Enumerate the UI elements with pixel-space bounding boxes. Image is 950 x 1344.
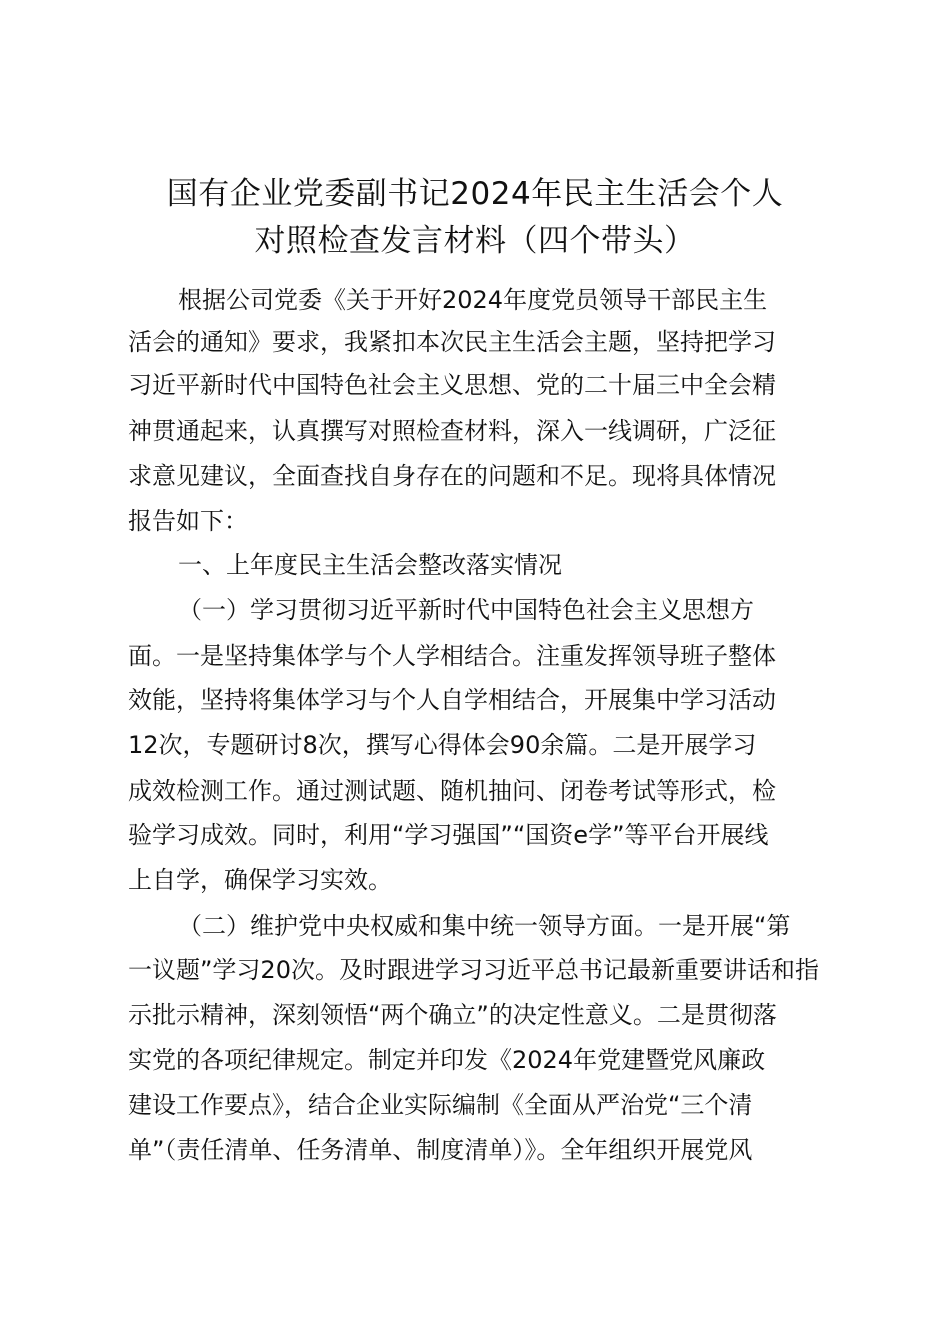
body-line-13: 验学习成效。同时，利用“学习强国”“国资e学”等平台开展线 (128, 821, 769, 849)
body-line-3: 习近平新时代中国特色社会主义思想、党的二十届三中全会精 (128, 371, 776, 399)
body-line-1: 根据公司党委《关于开好2024年度党员领导干部民主生 (178, 286, 768, 314)
body-line-5: 求意见建议，全面查找自身存在的问题和不足。现将具体情况 (128, 462, 776, 490)
body-line-11: 12次，专题研讨8次，撰写心得体会90余篇。二是开展学习 (128, 731, 757, 759)
body-line-20: 单”（责任清单、任务清单、制度清单）》。全年组织开展党风 (128, 1136, 753, 1164)
subsection-heading-1: （一）学习贯彻习近平新时代中国特色社会主义思想方 (178, 596, 754, 624)
body-line-14: 上自学，确保学习实效。 (128, 866, 392, 894)
body-line-4: 神贯通起来，认真撰写对照检查材料，深入一线调研，广泛征 (128, 417, 776, 445)
body-line-16: 一议题”学习20次。及时跟进学习习近平总书记最新重要讲话和指 (128, 956, 819, 984)
body-line-2: 活会的通知》要求，我紧扣本次民主生活会主题，坚持把学习 (128, 328, 776, 356)
body-line-12: 成效检测工作。通过测试题、随机抽问、闭卷考试等形式，检 (128, 777, 776, 805)
body-line-17: 示批示精神，深刻领悟“两个确立”的决定性意义。二是贯彻落 (128, 1001, 777, 1029)
document-title-line-2: 对照检查发言材料（四个带头） (254, 223, 696, 259)
body-line-18: 实党的各项纪律规定。制定并印发《2024年党建暨党风廉政 (128, 1046, 766, 1074)
body-line-10: 效能，坚持将集体学习与个人自学相结合，开展集中学习活动 (128, 686, 776, 714)
body-line-19: 建设工作要点》，结合企业实际编制《全面从严治党“三个清 (128, 1091, 753, 1119)
body-line-6: 报告如下： (128, 507, 248, 535)
section-heading-1: 一、上年度民主生活会整改落实情况 (178, 551, 562, 579)
body-line-9: 面。一是坚持集体学与个人学相结合。注重发挥领导班子整体 (128, 642, 776, 670)
document-title-line-1: 国有企业党委副书记2024年民主生活会个人 (166, 176, 784, 212)
subsection-heading-2: （二）维护党中央权威和集中统一领导方面。一是开展“第 (178, 912, 791, 940)
